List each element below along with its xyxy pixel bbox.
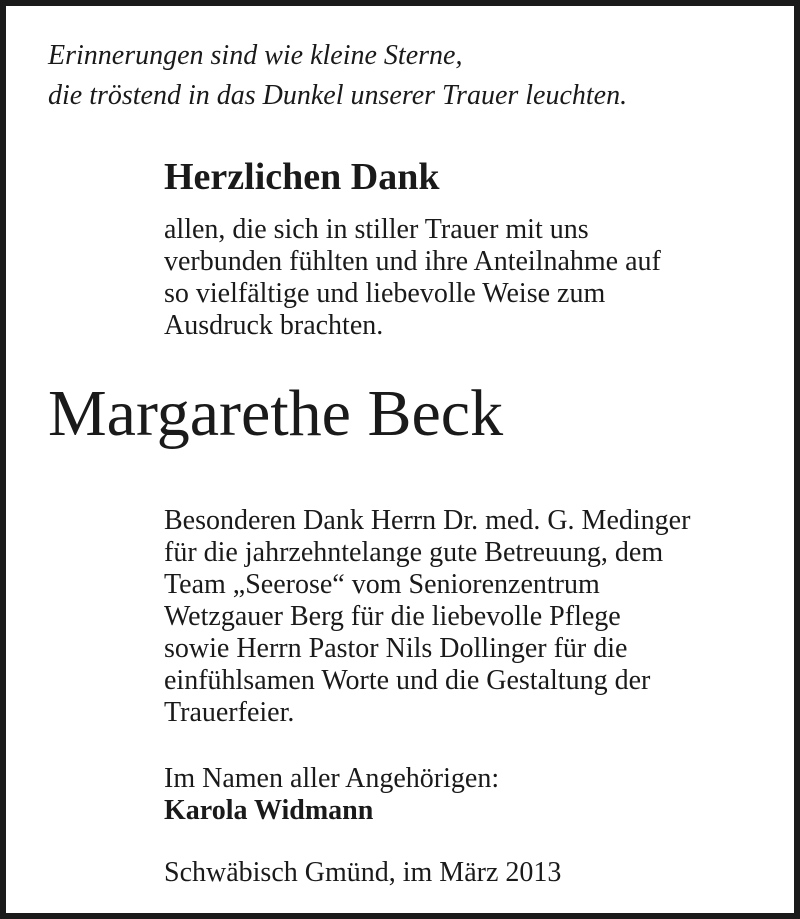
signoff	[164, 763, 499, 827]
special-thanks-line: für die jahrzehntelange gute Betreuung, dem	[164, 537, 664, 568]
special-thanks-line: Trauerfeier.	[164, 697, 295, 728]
deceased-name: Margarethe Beck	[48, 377, 504, 450]
thanks-line: so vielfältige und liebevolle Weise zum	[164, 278, 606, 309]
special-thanks-text	[164, 505, 690, 729]
signer-name: Karola Widmann	[164, 795, 374, 826]
thanks-line: allen, die sich in stiller Trauer mit uns	[164, 214, 589, 245]
special-thanks-line: einfühlsamen Worte und die Gestaltung der	[164, 665, 651, 696]
memorial-quote	[48, 36, 768, 116]
signoff-intro: Im Namen aller Angehörigen:	[164, 763, 500, 794]
quote-line: Erinnerungen sind wie kleine Sterne,	[48, 40, 463, 71]
place-and-date: Schwäbisch Gmünd, im März 2013	[164, 857, 562, 888]
thanks-text	[164, 214, 661, 342]
special-thanks-line: Wetzgauer Berg für die liebevolle Pflege	[164, 601, 621, 632]
quote-line: die tröstend in das Dunkel unserer Trauer leuchten.	[48, 80, 628, 111]
special-thanks-line: sowie Herrn Pastor Nils Dollinger für die	[164, 633, 628, 664]
thanks-heading: Herzlichen Dank	[164, 156, 440, 198]
thanks-line: verbunden fühlten und ihre Anteilnahme auf	[164, 246, 661, 277]
special-thanks-line: Team „Seerose“ vom Seniorenzentrum	[164, 569, 600, 600]
thanks-line: Ausdruck brachten.	[164, 310, 384, 341]
special-thanks-line: Besonderen Dank Herrn Dr. med. G. Medinger	[164, 505, 691, 536]
